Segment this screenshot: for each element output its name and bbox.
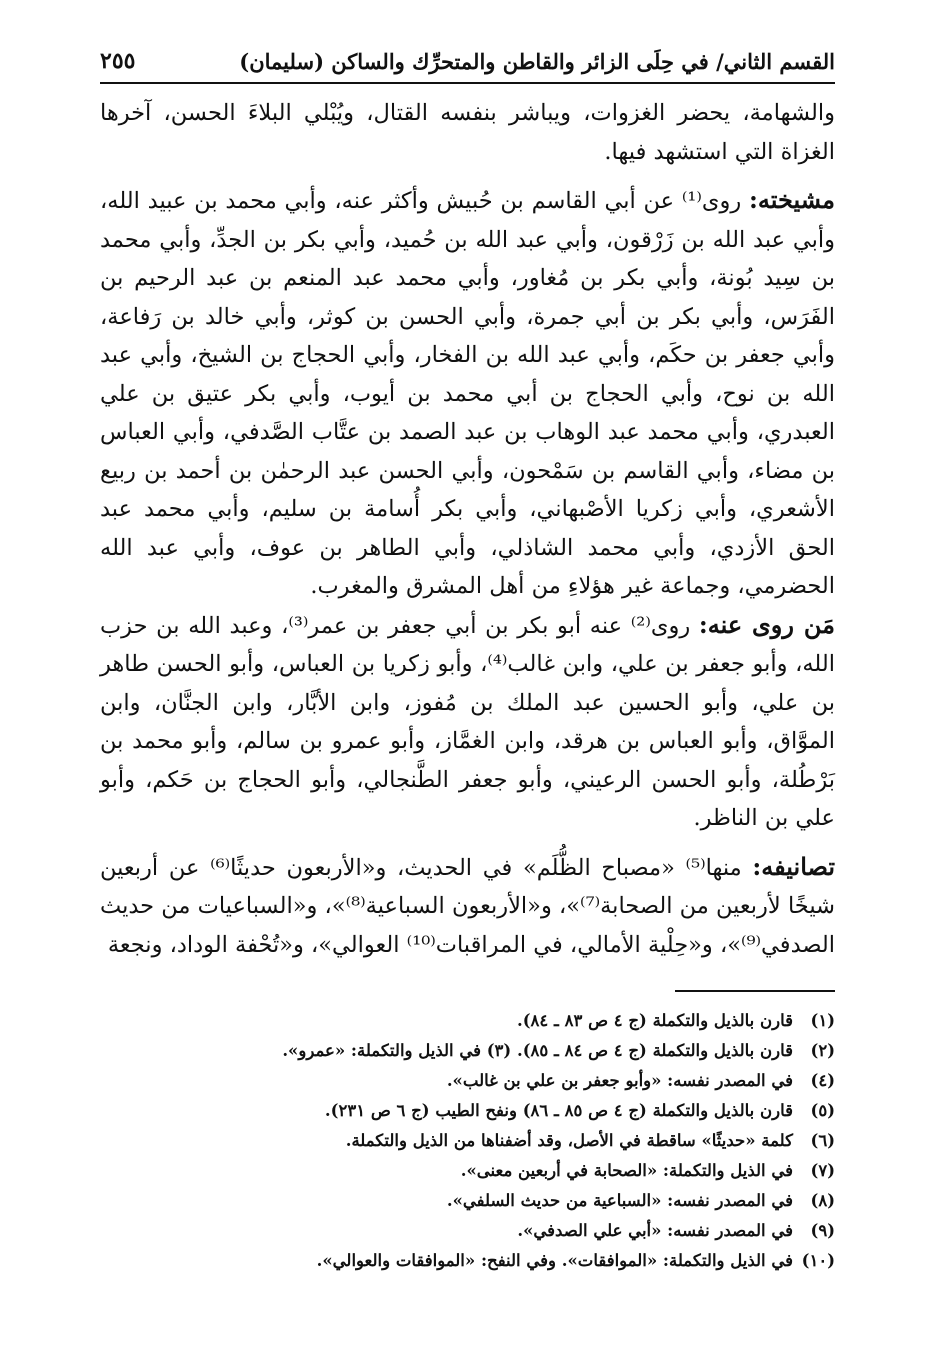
works-heading: تصانيفه: <box>752 851 835 881</box>
footnote-4 <box>100 1066 835 1096</box>
book-page <box>100 48 835 1338</box>
footnote-number: (٤) <box>810 1071 835 1091</box>
footnote-text: في المصدر نفسه: «السباعية من حديث السلفي». <box>446 1191 793 1211</box>
main-text <box>100 94 835 964</box>
works-text: منها⁽⁵⁾ «مصباح الظُّلَم» في الحديث، و«الأربعون حديثًا⁽⁶⁾ عن أربعين شيخًا لأربعين من الصحابة⁽⁷⁾»، و«الأربعون السباعية⁽⁸⁾»، و«السباعيات من حديث الصدفي⁽⁹⁾»، و«حِلْية الأمالي، في المراقبات⁽¹⁰⁾ العوالي»، و«تُحْفة الوداد، ونجعة <box>100 854 835 958</box>
footnote-8 <box>100 1186 835 1216</box>
footnote-text: قارن بالذيل والتكملة (ج ٤ ص ٨٤ ـ ٨٥). (٣) في الذيل والتكملة: «عمرو». <box>282 1041 793 1061</box>
footnote-text: في المصدر نفسه: «أبي علي الصدفي». <box>517 1221 793 1241</box>
footnote-2 <box>100 1036 835 1066</box>
footnote-10 <box>100 1246 835 1276</box>
footnote-number: (٩) <box>810 1221 835 1241</box>
footnote-9 <box>100 1216 835 1246</box>
footnote-divider <box>675 990 835 992</box>
footnote-text: في الذيل والتكملة: «الصحابة في أربعين معنى». <box>460 1161 793 1181</box>
page-number: ٢٥٥ <box>100 48 136 74</box>
footnote-number: (٢) <box>810 1041 835 1061</box>
footnote-number: (١) <box>810 1011 835 1031</box>
mashyakha-heading: مشيخته: <box>749 185 835 215</box>
header-title: القسم الثاني/ في حِلَى الزائر والقاطن والمتحرِّك والساكن (سليمان) <box>239 49 835 75</box>
mashyakha-text: روى⁽¹⁾ عن أبي القاسم بن حُبيش وأكثر عنه، وأبي محمد بن عبيد الله، وأبي عبد الله بن زَرْقون، وأبي عبد الله بن حُميد، وأبي بكر بن الجدِّ، وأبي محمد بن سِيد بُونة، وأبي بكر بن مُغاور، وأبي محمد عبد المنعم بن عبد الرحيم بن الفَرَس، وأبي بكر بن أبي جمرة، وأبي الحسن بن كوثر، وأبي خالد بن رَفاعة، وأبي جعفر بن حكَم، وأبي عبد الله بن الفخار، وأبي الحجاج بن الشيخ، وأبي عبد الله بن نوح، وأبي الحجاج بن أبي محمد بن أيوب، وأبي بكر عتيق بن علي العبدري، وأبي محمد عبد الوهاب بن عبد الصمد بن عتَّاب الصَّدفي، وأبي العباس بن مضاء، وأبي القاسم بن سَمْحون، وأبي الحسن عبد الرحمٰن بن أحمد بن ربيع الأشعري، وأبي زكريا الأصْبهاني، وأبي بكر أُسامة بن سليم، وأبي محمد عبد الحق الأزدي، وأبي محمد الشاذلي، وأبي الطاهر بن عوف، وأبي عبد الله الحضرمي، وجماعة غير هؤلاءِ من أهل المشرق والمغرب. <box>100 188 835 600</box>
footnote-text: قارن بالذيل والتكملة (ج ٤ ص ٨٥ ـ ٨٦) ونفح الطيب (ج ٦ ص ٢٣١). <box>324 1101 793 1121</box>
students-heading: مَن روى عنه: <box>698 609 835 639</box>
footnote-text: في المصدر نفسه: «وأبو جعفر بن علي بن غالب». <box>446 1071 793 1091</box>
footnote-number: (٨) <box>810 1191 835 1211</box>
footnote-6 <box>100 1126 835 1156</box>
footnote-text: قارن بالذيل والتكملة (ج ٤ ص ٨٣ ـ ٨٤). <box>516 1011 793 1031</box>
footnote-text: في الذيل والتكملة: «الموافقات». وفي النفح: «الموافقات والعوالي». <box>316 1251 793 1271</box>
footnote-number: (٥) <box>810 1101 835 1121</box>
footnotes <box>100 1006 835 1276</box>
intro-paragraph: والشهامة، يحضر الغزوات، ويباشر بنفسه القتال، ويُبْلي البلاءَ الحسن، آخرها الغزاة التي استشهد فيها. <box>100 100 835 165</box>
students-paragraph <box>100 606 835 838</box>
footnote-7 <box>100 1156 835 1186</box>
mashyakha-paragraph <box>100 181 835 606</box>
footnote-1 <box>100 1006 835 1036</box>
footnote-5 <box>100 1096 835 1126</box>
works-paragraph <box>100 848 835 965</box>
running-header <box>100 48 835 84</box>
footnote-number: (٧) <box>810 1161 835 1181</box>
footnote-text: كلمة «حديثًا» ساقطة في الأصل، وقد أضفناها من الذيل والتكملة. <box>345 1131 793 1151</box>
footnote-number: (١٠) <box>801 1251 835 1271</box>
students-text: روى⁽²⁾ عنه أبو بكر بن أبي جعفر بن عمر⁽³⁾، وعبد الله بن حزب الله، وأبو جعفر بن علي، وابن غالب⁽⁴⁾، وأبو زكريا بن العباس، وأبو الحسن طاهر بن علي، وأبو الحسين عبد الملك بن مُفوز، وابن الأبَّار، وابن الجنَّان، وابن الموَّاق، وأبو العباس بن هرقد، وابن الغمَّاز، وأبو عمرو بن سالم، وأبو محمد بن بَرْطُلة، وأبو الحسن الرعيني، وأبو جعفر الطَّنجالي، وأبو الحجاج بن حَكم، وأبو علي بن الناظر. <box>100 612 835 832</box>
footnote-number: (٦) <box>810 1131 835 1151</box>
